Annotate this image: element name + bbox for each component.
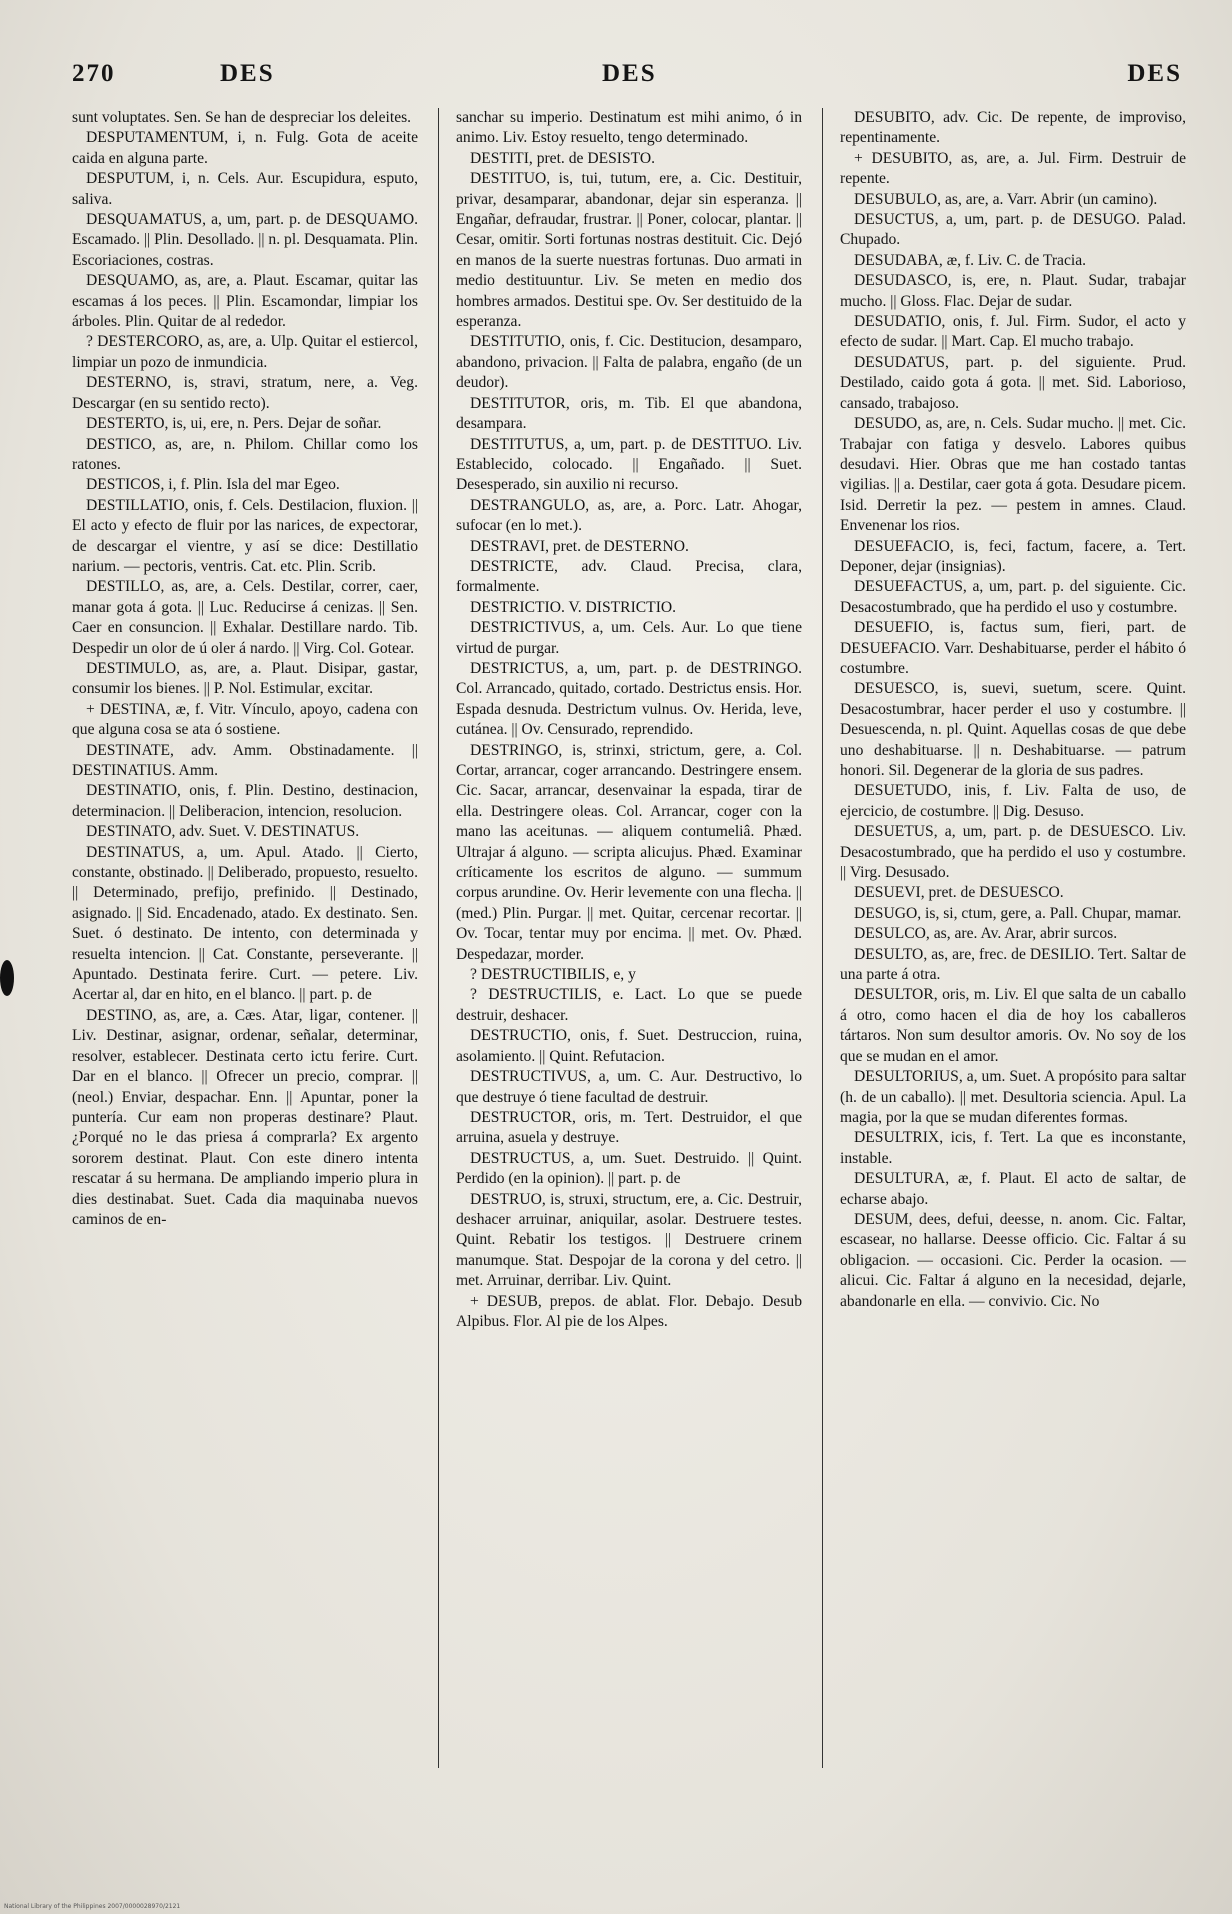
dictionary-entry: DESTITUTOR, oris, m. Tib. El que abandona, desampara. xyxy=(456,394,802,433)
column-divider xyxy=(822,108,823,1768)
guide-word-right: DES xyxy=(1127,60,1182,87)
dictionary-entry: DESPUTUM, i, n. Cels. Aur. Escupidura, esputo, saliva. xyxy=(72,170,418,208)
dictionary-entry: DESUEFACIO, is, feci, factum, facere, a. Tert. Deponer, dejar (insignias). xyxy=(840,537,1186,575)
dictionary-entry: sanchar su imperio. Destinatum est mihi animo, ó in animo. Liv. Estoy resuelto, tengo determinado. xyxy=(456,109,802,147)
dictionary-entry: DESUBULO, as, are, a. Varr. Abrir (un camino). xyxy=(854,190,1158,208)
dictionary-entry: DESTILLO, as, are, a. Cels. Destilar, correr, caer, manar gota á gota. || Luc. Reducirse á cenizas. || Sen. Caer en consuncion. || Exhalar. Destillare nardo. Tib. Despedir un olor de ú oler á nardo. || Virg. Col. Gotear. xyxy=(72,578,418,657)
column-right xyxy=(840,108,1186,1768)
dictionary-entry: DESULTURA, æ, f. Plaut. El acto de saltar, de echarse abajo. xyxy=(840,1170,1186,1208)
dictionary-entry: DESTITI, pret. de DESISTO. xyxy=(470,149,656,167)
dictionary-entry: ? DESTERCORO, as, are, a. Ulp. Quitar el estiercol, limpiar un pozo de inmundicia. xyxy=(72,333,418,371)
dictionary-entry: DESTRUCTOR, oris, m. Tert. Destruidor, el que arruina, asuela y destruye. xyxy=(456,1108,802,1147)
page-number: 270 xyxy=(72,60,116,87)
dictionary-entry: DESUEFACTUS, a, um, part. p. del siguiente. Cic. Desacostumbrado, que ha perdido el uso y costumbre. xyxy=(840,578,1186,616)
dictionary-entry: DESUDABA, æ, f. Liv. C. de Tracia. xyxy=(854,251,1087,269)
dictionary-entry: ? DESTRUCTILIS, e. Lact. Lo que se puede destruir, deshacer. xyxy=(456,986,802,1024)
dictionary-entry: DESUETUDO, inis, f. Liv. Falta de uso, de ejercicio, de costumbre. || Dig. Desuso. xyxy=(840,782,1186,820)
dictionary-entry: DESUDATUS, part. p. del siguiente. Prud. Destilado, caido gota á gota. || met. Sid. Laborioso, cansado, trabajoso. xyxy=(840,353,1186,412)
dictionary-entry: DESPUTAMENTUM, i, n. Fulg. Gota de aceite caida en alguna parte. xyxy=(72,129,418,167)
dictionary-entry: DESULTORIUS, a, um. Suet. A propósito para saltar (h. de un caballo). || met. Desultoria sciencia. Apul. La magia, por la que se mudan diferentes formas. xyxy=(840,1068,1186,1126)
dictionary-entry: DESTITUTUS, a, um, part. p. de DESTITUO. Liv. Establecido, colocado. || Engañado. || Suet. Desesperado, sin auxilio ni recurso. xyxy=(456,435,802,494)
dictionary-entry: DESTICOS, i, f. Plin. Isla del mar Egeo. xyxy=(86,476,340,494)
dictionary-entry: DESTRUCTUS, a, um. Suet. Destruido. || Quint. Perdido (en la opinion). || part. p. de xyxy=(456,1149,802,1188)
dictionary-entry: ? DESTRUCTIBILIS, e, y xyxy=(470,966,636,984)
dictionary-entry: DESUEVI, pret. de DESUESCO. xyxy=(854,884,1064,902)
dictionary-entry: DESTINATIO, onis, f. Plin. Destino, destinacion, determinacion. || Deliberacion, intencion, resolucion. xyxy=(72,782,418,820)
column-left xyxy=(72,108,418,1768)
column-divider xyxy=(438,108,439,1768)
dictionary-entry: DESTINATUS, a, um. Apul. Atado. || Cierto, constante, obstinado. || Deliberado, propuesto, resuelto. || Determinado, prefijo, prefinido. || Destinado, asignado. || Sid. Encadenado, atado. Ex destinato. Sen. Suet. ó destinato. De intento, con determinada y resuelta intencion. || Cat. Constante, perseverante. || Apuntado. Destinata ferire. Curt. — petere. Liv. Acertar al, dar en hito, en el blanco. || part. p. de xyxy=(72,843,418,1004)
dictionary-entry: DESQUAMATUS, a, um, part. p. de DESQUAMO. Escamado. || Plin. Desollado. || n. pl. Desquamata. Plin. Escoriaciones, costras. xyxy=(72,211,418,269)
dictionary-entry: DESTERTO, is, ui, ere, n. Pers. Dejar de soñar. xyxy=(86,415,382,433)
guide-word-left: DES xyxy=(220,60,275,87)
dictionary-entry: DESTICO, as, are, n. Philom. Chillar como los ratones. xyxy=(72,435,418,473)
dictionary-entry: DESQUAMO, as, are, a. Plaut. Escamar, quitar las escamas á los peces. || Plin. Escamondar, limpiar los árboles. Plin. Quitar de al rededor. xyxy=(72,272,418,331)
column-center xyxy=(456,108,802,1768)
dictionary-entry: + DESUB, prepos. de ablat. Flor. Debajo. Desub Alpibus. Flor. Al pie de los Alpes. xyxy=(456,1292,802,1330)
dictionary-entry: DESTRICTIVUS, a, um. Cels. Aur. Lo que tiene virtud de purgar. xyxy=(456,619,802,657)
dictionary-entry: DESULCO, as, are. Av. Arar, abrir surcos. xyxy=(854,925,1118,943)
dictionary-entry: DESTRICTE, adv. Claud. Precisa, clara, formalmente. xyxy=(456,557,802,596)
dictionary-entry: DESTRICTUS, a, um, part. p. de DESTRINGO. Col. Arrancado, quitado, cortado. Destrictus ensis. Hor. Espada desnuda. Destrictum vulnus. Ov. Herida, leve, cutánea. || Ov. Censurado, reprendido. xyxy=(456,659,802,739)
dictionary-entry: DESTRAVI, pret. de DESTERNO. xyxy=(470,537,689,555)
dictionary-entry: DESTRANGULO, as, are, a. Porc. Latr. Ahogar, sufocar (en lo met.). xyxy=(456,496,802,535)
dictionary-entry: DESULTRIX, icis, f. Tert. La que es inconstante, instable. xyxy=(840,1129,1186,1167)
dictionary-entry: DESTINATO, adv. Suet. V. DESTINATUS. xyxy=(86,823,360,841)
dictionary-entry: DESUCTUS, a, um, part. p. de DESUGO. Palad. Chupado. xyxy=(840,211,1186,249)
dictionary-entry: DESTRUCTIO, onis, f. Suet. Destruccion, ruina, asolamiento. || Quint. Refutacion. xyxy=(456,1027,802,1065)
dictionary-entry: DESUDO, as, are, n. Cels. Sudar mucho. || met. Cic. Trabajar con fatiga y desvelo. Labores quibus desudavi. Hier. Obras que me han costado tantas vigilias. || a. Destilar, caer gota á gota. Desudare picem. Isid. Derretir la pez. — pestem in amnes. Claud. Envenenar los rios. xyxy=(840,415,1186,535)
dictionary-entry: DESTRUCTIVUS, a, um. C. Aur. Destructivo, lo que destruye ó tiene facultad de destruir. xyxy=(456,1068,802,1106)
dictionary-entry: DESTIMULO, as, are, a. Plaut. Disipar, gastar, consumir los bienes. || P. Nol. Estimular, excitar. xyxy=(72,659,418,698)
dictionary-entry: DESUGO, is, si, ctum, gere, a. Pall. Chupar, mamar. xyxy=(854,904,1182,922)
dictionary-entry: DESTRUO, is, struxi, structum, ere, a. Cic. Destruir, deshacer arruinar, aniquilar, asolar. Destruere testes. Quint. Rebatir los testigos. || Destruere crinem manumque. Stat. Despojar de la corona y del cetro. || met. Arruinar, derribar. Liv. Quint. xyxy=(456,1190,802,1290)
ink-stain xyxy=(0,960,14,996)
dictionary-entry: DESULTO, as, are, frec. de DESILIO. Tert. Saltar de una parte á otra. xyxy=(840,945,1186,984)
dictionary-entry: DESUETUS, a, um, part. p. de DESUESCO. Liv. Desacostumbrado, que ha perdido el uso y costumbre. || Virg. Desusado. xyxy=(840,823,1186,882)
dictionary-entry: DESTRINGO, is, strinxi, strictum, gere, a. Col. Cortar, arrancar, coger arrancando. Destringere ensem. Cic. Sacar, arrancar, desenvainar la espada, tirar de ella. Destringere oleas. Col. Arrancar, coger con la mano las aceitunas. — aliquem contumeliâ. Phæd. Ultrajar á alguno. — scripta alicujus. Phæd. Examinar críticamente los escritos de alguno. — summum corpus arundine. Ov. Herir levemente con una flecha. || (med.) Plin. Purgar. || met. Quitar, cercenar recortar. || Ov. Tocar, tentar muy por encima. || met. Ov. Phæd. Despedazar, morder. xyxy=(456,741,802,963)
dictionary-entry: DESTRICTIO. V. DISTRICTIO. xyxy=(470,598,677,616)
dictionary-entry: DESTITUO, is, tui, tutum, ere, a. Cic. Destituir, privar, desamparar, abandonar, dejar sin esperanza. || Engañar, defraudar, frustrar. || Poner, colocar, plantar. || Cesar, omitir. Sorti fortunas nostras destituit. Cic. Dejó en manos de la suerte nuestras fortunas. Duo armati in medio destituuntur. Liv. Se meten en medio dos hombres armados. Destitui spe. Ov. Ser destituido de la esperanza. xyxy=(456,170,802,331)
dictionary-entry: DESUESCO, is, suevi, suetum, scere. Quint. Desacostumbrar, hacer perder el uso y costumbre. || Desuescenda, n. pl. Quint. Aquellas cosas de que debe uno deshabituarse. || n. Deshabituarse. — patrum honori. Sil. Degenerar de la gloria de sus padres. xyxy=(840,680,1186,779)
guide-word-center: DES xyxy=(602,60,657,87)
dictionary-entry: DESTINO, as, are, a. Cæs. Atar, ligar, contener. || Liv. Destinar, asignar, ordenar, señalar, determinar, resolver, establecer. Destinata certo ictu ferire. Curt. Dar en el blanco. || Ofrecer un precio, comprar. || (neol.) Enviar, despachar. Enn. || Apuntar, poner la puntería. Cur eam non properas destinare? Plaut. ¿Porqué no le das priesa á comprarla? Ex argento sororem destinat. Plaut. Con este dinero intenta rescatar á su hermana. De ampliando imperio plura in dies destinabat. Suet. Cada dia maquinaba nuevos caminos de en- xyxy=(72,1006,418,1228)
dictionary-entry: DESULTOR, oris, m. Liv. El que salta de un caballo á otro, como hacen el dia de hoy los caballeros tártaros. Non sum desultor amoris. Ov. No soy de los que se mudan en el amor. xyxy=(840,986,1186,1065)
dictionary-entry: DESUEFIO, is, factus sum, fieri, part. de DESUEFACIO. Varr. Deshabituarse, perder el hábito ó costumbre. xyxy=(840,619,1186,677)
dictionary-entry: DESUDASCO, is, ere, n. Plaut. Sudar, trabajar mucho. || Gloss. Flac. Dejar de sudar. xyxy=(840,272,1186,310)
dictionary-entry: + DESUBITO, as, are, a. Jul. Firm. Destruir de repente. xyxy=(840,149,1186,188)
dictionary-entry: DESUBITO, adv. Cic. De repente, de improviso, repentinamente. xyxy=(840,109,1186,147)
page-header xyxy=(72,60,1182,100)
dictionary-entry: DESTERNO, is, stravi, stratum, nere, a. Veg. Descargar (en su sentido recto). xyxy=(72,374,418,412)
dictionary-entry: DESUM, dees, defui, deesse, n. anom. Cic. Faltar, escasear, no hallarse. Deesse officio. Cic. Faltar á su obligacion. — occasioni. Cic. Perder la ocasion. — alicui. Cic. Faltar á alguno en la necesidad, dejarle, abandonarle en ella. — convivio. Cic. No xyxy=(840,1210,1186,1310)
dictionary-entry: + DESTINA, æ, f. Vitr. Vínculo, apoyo, cadena con que alguna cosa se ata ó sostiene. xyxy=(72,700,418,739)
scan-credit: National Library of the Philippines 2007/0000028970/2121 xyxy=(4,1903,181,1910)
dictionary-entry: DESTINATE, adv. Amm. Obstinadamente. || DESTINATIUS. Amm. xyxy=(72,741,418,779)
dictionary-entry: DESUDATIO, onis, f. Jul. Firm. Sudor, el acto y efecto de sudar. || Mart. Cap. El mucho trabajo. xyxy=(840,313,1186,351)
dictionary-entry: DESTILLATIO, onis, f. Cels. Destilacion, fluxion. || El acto y efecto de fluir por las narices, de expectorar, de descargar el vientre, y así se dice: Destillatio narium. — pectoris, ventris. Cat. etc. Plin. Scrib. xyxy=(72,496,418,575)
dictionary-entry: sunt voluptates. Sen. Se han de despreciar los deleites. xyxy=(72,109,412,126)
dictionary-entry: DESTITUTIO, onis, f. Cic. Destitucion, desamparo, abandono, privacion. || Falta de palabra, engaño (de un deudor). xyxy=(456,333,802,392)
